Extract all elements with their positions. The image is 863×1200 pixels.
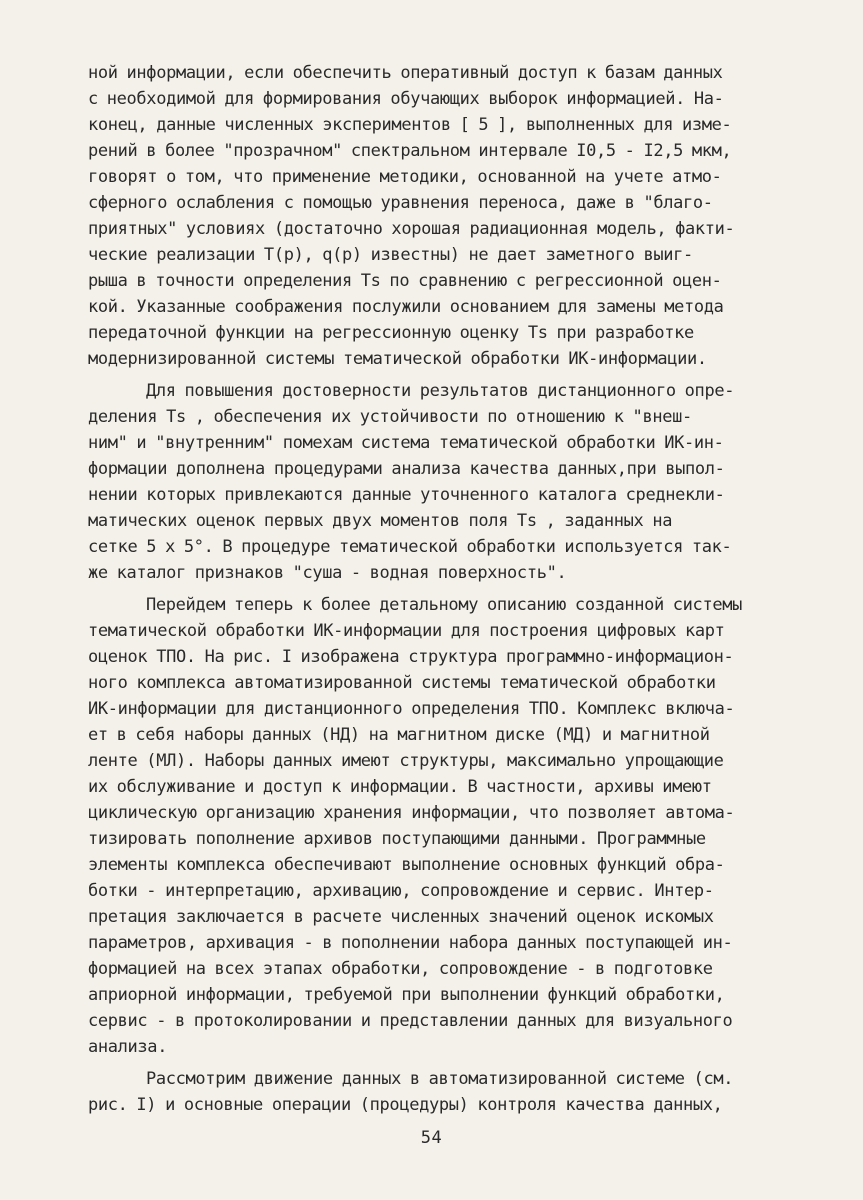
text-line: ботки - интерпретацию, архивацию, сопровождение и сервис. Интер- bbox=[88, 881, 714, 901]
text-line: рыша в точности определения Ts по сравнению с регрессионной оцен- bbox=[88, 271, 722, 291]
text-line: их обслуживание и доступ к информации. В частности, архивы имеют bbox=[88, 777, 712, 797]
text-line: ет в себя наборы данных (НД) на магнитном диске (МД) и магнитной bbox=[88, 725, 710, 745]
text-line: априорной информации, требуемой при выполнении функций обработки, bbox=[88, 985, 725, 1005]
text-line: ной информации, если обеспечить оперативный доступ к базам данных bbox=[88, 63, 723, 83]
text-line: рений в более "прозрачном" спектральном интервале I0,5 - I2,5 мкм, bbox=[88, 141, 732, 161]
text-line: деления Ts , обеспечения их устойчивости по отношению к "внеш- bbox=[88, 407, 692, 427]
paragraph-first-line: Рассмотрим движение данных в автоматизированной системе (см. bbox=[146, 1069, 734, 1089]
text-line: элементы комплекса обеспечивают выполнение основных функций обра- bbox=[88, 855, 725, 875]
text-line: конец, данные численных экспериментов [ 5 ], выполненных для изме- bbox=[88, 115, 732, 135]
text-line: тизировать пополнение архивов поступающими данными. Программные bbox=[88, 829, 706, 849]
text-line: сервис - в протоколировании и представлении данных для визуального bbox=[88, 1011, 733, 1031]
text-line: ческие реализации T(p), q(p) известны) не дает заметного выиг- bbox=[88, 245, 693, 265]
text-line: ного комплекса автоматизированной системы тематической обработки bbox=[88, 673, 716, 693]
text-line: параметров, архивация - в пополнении набора данных поступающей ин- bbox=[88, 933, 733, 953]
paragraph-first-line: Перейдем теперь к более детальному описанию созданной системы bbox=[146, 595, 742, 615]
text-line: нении которых привлекаются данные уточненного каталога среднекли- bbox=[88, 485, 725, 505]
text-line: сетке 5 x 5°. В процедуре тематической обработки используется так- bbox=[88, 537, 732, 557]
text-line: модернизированной системы тематической обработки ИК-информации. bbox=[88, 349, 707, 369]
text-line: анализа. bbox=[88, 1037, 168, 1057]
text-line: рис. I) и основные операции (процедуры) контроля качества данных, bbox=[88, 1095, 723, 1115]
text-line: говорят о том, что применение методики, основанной на учете атмо- bbox=[88, 167, 722, 187]
text-line: ИК-информации для дистанционного определения ТПО. Комплекс включа- bbox=[88, 699, 735, 719]
text-line: с необходимой для формирования обучающих выборок информацией. На- bbox=[88, 89, 724, 109]
text-line: оценок ТПО. На рис. I изображена структура программно-информацион- bbox=[88, 647, 734, 667]
text-line: сферного ослабления с помощью уравнения переноса, даже в "благо- bbox=[88, 193, 713, 213]
text-line: претация заключается в расчете численных значений оценок искомых bbox=[88, 907, 714, 927]
text-line: кой. Указанные соображения послужили основанием для замены метода bbox=[88, 297, 724, 317]
text-line: приятных" условиях (достаточно хорошая радиационная модель, факти- bbox=[88, 219, 735, 239]
text-line: же каталог признаков "суша - водная поверхность". bbox=[88, 563, 567, 583]
paragraph-first-line: Для повышения достоверности результатов дистанционного опре- bbox=[146, 381, 735, 401]
text-line: передаточной функции на регрессионную оценку Ts при разработке bbox=[88, 323, 694, 343]
text-line: формацией на всех этапах обработки, сопровождение - в подготовке bbox=[88, 959, 713, 979]
text-line: ним" и "внутренним" помехам система тематической обработки ИК-ин- bbox=[88, 433, 724, 453]
text-line: тематической обработки ИК-информации для построения цифровых карт bbox=[88, 621, 725, 641]
text-line: циклическую организацию хранения информации, что позволяет автома- bbox=[88, 803, 735, 823]
text-line: ленте (МЛ). Наборы данных имеют структуры, максимально упрощающие bbox=[88, 751, 724, 771]
page-number: 54 bbox=[420, 1128, 443, 1148]
text-line: формации дополнена процедурами анализа качества данных,при выпол- bbox=[88, 459, 725, 479]
text-line: матических оценок первых двух моментов поля Ts , заданных на bbox=[88, 511, 673, 531]
